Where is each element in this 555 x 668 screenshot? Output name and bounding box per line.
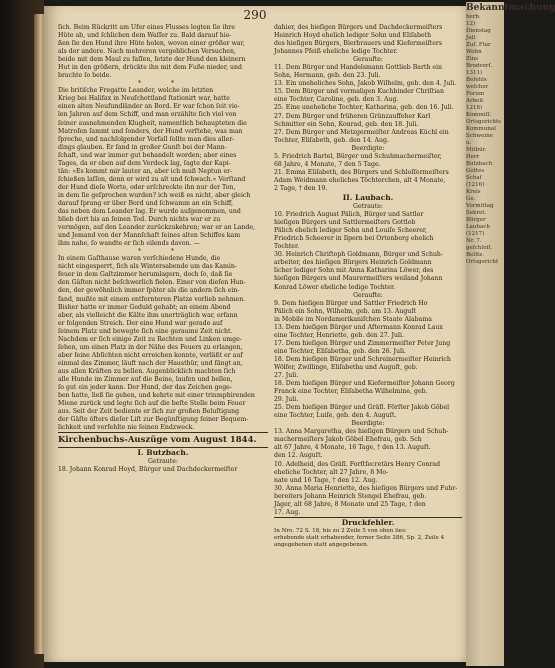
edge-text-line: Herr [466,154,480,160]
text-line: der Hund dieſe Worte, oder erſchreckte ihn nur der Ton, [58,183,236,191]
text-line: er folgenden Streich. Der eine Hund war gerade auf [58,319,223,327]
text-line: Tochter. [274,243,300,251]
text-line: den Gäſten nicht beſchwerlich fielen. Einer von dieſen Hun- [58,279,246,287]
text-line: Bisher hatte er immer Geduld gehabt; an einem Abend [58,303,231,311]
text-line: 18. Dem hieſigen Bürger und Schreinermeiſter Heinrich [274,355,451,363]
text-line: in dem ſie geſprochen wurden? ich weiß es nicht, aber gleich [58,191,251,199]
edge-text-line: Zins [466,56,478,62]
edge-text-line: Ortsgericht [466,259,499,265]
edge-text-line: Forum [466,91,485,97]
text-line: dings glauben. Er fand in großer Gunſt bei der Mann- [58,143,227,151]
text-line: ſpreche, und nachſolgender Vorfall ſollte man dies aller- [58,135,235,143]
text-line: Sohn, Hermann, geb. den 23. Juli. [274,72,381,80]
text-line: Pälich ehelich lediger Sohn und Louiſe Scheerer, [274,227,428,235]
category-label: Geraufte: [353,56,383,64]
text-line: ſchaft, und war immer gut behandelt worden; aber eines [58,151,237,159]
text-line: Wölfer, Zwillinge, Eliſabetha und Auguſt, geb. [274,363,418,371]
text-line: feuer in dem Gaſtzimmer herumlagern, doch ſo, daß ſie [58,271,233,279]
category-label: Getraute: [148,458,178,466]
edge-text-line: 12) [466,21,476,27]
edge-text-line: Mitbür. [466,147,487,153]
edge-text-line: u. [466,140,472,146]
text-line: hieſigen Bürgers und Maurermeiſters weiland Johann [274,275,443,283]
text-line: Heinrich Hoyd ehelich lediger Sohn und Eliſabeth [274,32,432,40]
text-line: beide mit dem Maul zu faſſen, ſetzte der Hund den kleinern [58,56,246,64]
edge-text-line: Zuſ. Flur [466,42,491,48]
text-line: alle Hunde im Zimmer auf die Beine, laufen und bellen, [58,375,233,383]
text-line: aus allen Kräften zu bellen. Augenblicklich machten ſich [58,367,236,375]
text-line: ſehen, um einen Platz in der Nähe des Feuers zu erlangen, [58,343,243,351]
text-line: 10. Adelheid, des Gräfl. Forſtſecretärs Henry Conrad [274,460,441,468]
text-line: Hüte ab, und ſchlichen dem Waſſer zu. Bald darauf hie- [58,32,232,40]
text-line: In einem Gaſthause waren verſchiedene Hunde, die [58,255,221,263]
scanned-page [44,6,466,662]
text-line: ben hatte, ließ ſie gehen, und kehrte mit einer triumphirenden [58,392,255,400]
text-line: aber, als vielleicht die Kälte ihm unerträglich war, erfann [58,311,238,319]
category-label: Getraute: [353,203,383,211]
text-line: dahier, des hieſigen Bürgers und Dachdeckermeiſters [274,24,443,31]
edge-text-line: herb. [466,14,481,20]
text-line: 27. Juli. [274,372,299,380]
text-line: 11. Dem Bürger und Handelsmann Gottlieb Barth ein [274,64,442,72]
text-line: nate und 16 Tage, † den 12. Aug. [274,476,378,484]
text-line: Friedrich Scheerer in Ilpern bei Ortenberg ehelich [274,235,434,243]
text-line: 10. Friedrich August Pälich, Bürger und Sattler [274,211,424,219]
text-line: den, der gewöhnlich immer ſpäter als die andern ſich ein- [58,287,240,295]
section-heading: Kirchenbuchs-Auszüge vom August 1844. [58,435,257,446]
text-line: 15. Dem Bürger und vormaligen Kuchbinder Chriſtian [274,88,444,96]
text-line: nicht eingesperrt, ſich als Wintersabende um das Kamin- [58,263,237,271]
text-line: 30. Heinrich Chriſtoph Goldmann, Bürger und Schuh- [274,251,444,259]
text-line: bereiters Johann Heinrich Stengel Ehefrau, geb. [274,492,427,500]
text-line: 18. Dem hieſigen Bürger und Kiefermeiſter Johann Georg [274,380,455,388]
edge-text-line: Vormittag [466,203,494,209]
edge-text-line: (1216) [466,182,485,188]
text-line: 27. Dem Bürger und Metzgermeiſter Andreas Küchl ein [274,128,449,136]
text-line: 13. Ein uneheliches Sohn, Jakob Wilhelm, geb. den 4. Juli. [274,80,457,88]
edge-text-line: Bürger [466,217,486,223]
edge-text-line: Kreis [466,189,481,195]
subsection-heading: Druckfehler. [341,517,395,527]
edge-text-line: geſchloſſ. [466,245,493,251]
text-line: lichkeit und verfehlte nie ſeinen Endzweck. [58,424,195,432]
text-line: ſeinem Platz und bewegte ſich eine geraume Zeit nicht. [58,327,233,335]
text-line: 27. Dem Bürger und früheren Grünzauffeher Karl [274,112,431,120]
text-line: blieb dort bis an ſeinen Tod. Durch nichts war er zu [58,216,221,224]
text-line: eheliche Tochter, alt 27 Jahre, 8 Mo- [274,468,389,476]
text-line: arbeiter, des hieſigen Bürgers Heinrich Goldmann [274,259,432,267]
text-line: Schmitter ein Sohn, Konrad, geb. den 18. Juli. [274,120,419,128]
edge-text-line: 1311) [466,70,483,76]
text-line: Johannes Pfeiß eheliche ledige Tochter. [274,48,398,56]
text-line: erhebende statt erhabender, ferner Seite 286, Sp. 2, Zeile 4 [274,535,445,542]
text-line: in Mobile im Nordamerikaniſchen Staate Alabama [274,315,432,323]
text-line: ſich. Beim Rückritt am Ufer eines Flusses legten ſie ihre [58,24,236,31]
edge-text-line: welcher [466,84,489,90]
separator-stars: * * [138,80,188,88]
subsection-heading: II. Laubach. [342,192,394,202]
edge-text-line: Juli [466,35,476,41]
separator-stars: * * [138,248,188,256]
category-label: Geraufte: [353,291,383,299]
text-line: Matroſen ſammt und ſonders, der Hund verſtehe, was man [58,127,243,135]
text-line: einmal das Zimmer, läuft nach der Hausthür, und fängt an, [58,359,243,367]
text-line: das neben dem Leander lag. Er wurde aufgenommen, und [58,208,241,216]
edge-text-line: Kommunal [466,126,496,132]
text-line: eine Tochter, Caroline, geb. den 3. Aug. [274,96,399,104]
text-line: 9. Dem hieſigen Bürger und Sattler Friedrich Ho [274,299,428,307]
edge-text-line: Brodverſ. [466,63,493,69]
text-line: 29. Juli. [274,396,299,404]
text-line: ſeiner ausnehmenden Klugheit, namentlich behaupteten die [58,119,247,127]
text-line: aber ſeine Abſichten nicht erreichen konnte, verläßt er auf [58,351,243,359]
edge-text-line: Nr. 7. [466,238,482,244]
text-line: und Jemand von der Mannſchaft ſeines alten Schiffes kam [58,232,241,240]
text-line: Jäger, alt 68 Jahre, 8 Monate und 25 Tage, † den [274,500,426,508]
edge-text-line: Ortsgerichts [466,119,501,125]
text-line: fand, mußte mit einem entfernteren Platze vorlieb nehmen. [58,295,246,303]
edge-text-line: 1218) [466,105,483,111]
text-line: Miene zurück und legte ſich auf die beſte Stelle beim Feuer [58,400,246,408]
text-line: Adam Weidmann eheliches Töchterchen, alt 4 Monate, [274,176,446,184]
text-line: Hut in den größern, drückte ihn mit dem Fuße nieder, und [58,64,242,72]
text-line: 30. Anna Maria Henriette, des hieſigen Bürgers und Fuhr- [274,484,458,492]
text-line: 21. Emma Eliſabeth, des Bürgers und Schloſſermeiſters [274,168,449,176]
text-line: aus. Seit der Zeit bediente er ſich zur großen Beluſtigung [58,408,240,416]
text-line: In Nro. 72 S. 18, bis zu 2 Zeile 5 von oben lies: [274,527,407,534]
edge-text-line: Dienstag [466,28,491,34]
text-line: ßen ſie den Hund ihre Hüte holen, wovon einer größer war, [58,40,245,48]
text-line: ihm nahe, ſo wandte er ſich eilends davon. — [58,240,200,248]
category-label: Beerdigte: [351,420,385,428]
edge-text-line: Beſitz. [466,252,484,258]
text-line: machermeiſters Jakob Göbel Ehefrau, geb. Sch [274,436,422,444]
text-line: 5. Friedrich Bartel, Bürger und Schuhmachermeiſter, [274,152,442,160]
text-line: Pälich ein Sohn, Wilhelm, geb. am 13. Auguſt [274,307,417,315]
text-line: 18. Johann Konrad Hoyd, Bürger und Dachdeckermeiſter [58,466,238,474]
subsection-heading: I. Butzbach. [137,448,189,458]
text-line: vermögen, auf den Leander zurückzukehren; war er an Lande, [58,224,255,232]
text-line: tän: »Es kommt mir lauter an, aber ich muß Neptun er- [58,167,233,175]
text-line: als der andere. Nach mehreren vergeblichen Versuchen, [58,48,236,56]
left-column [58,24,268,474]
text-line: 17. Aug. [274,508,301,516]
text-line: Die britiſche Fregatte Leander, welche im letzten [58,87,214,95]
text-line: Franck eine Tochter, Eliſabetha Wilhelmine, geb. [274,388,428,396]
edge-text-line: Ge. [466,196,476,202]
text-line: 68 Jahre, 4 Monate, 7 den 5 Tage. [274,160,381,168]
edge-text-line: Befehls [466,77,487,83]
text-line: der Gäſte öfters dieſer Liſt zur Begünſtigung ſeiner Bequem- [58,416,249,424]
text-line: ſo gut ein jeder kann. Der Hund, der das Zeichen gege- [58,384,232,392]
text-line: len Jahren auf dem Schiff, und man erzählte ſich viel von [58,111,237,119]
text-line: eine Tochter, Eliſabetha, geb. den 26. Juli. [274,347,406,355]
text-line: eine Tochter, Luiſe, geb. den 4. Auguſt. [274,412,397,420]
right-column [274,24,462,550]
text-line: einen alten Neufundländer an Bord. Er war ſchon ſeit vie- [58,103,240,111]
next-page-edge [466,2,555,666]
text-line: Krieg bei Halifax in Neuſchottland ſtationirt war, hatte [58,95,230,103]
edge-text-line: Schweine [466,133,493,139]
text-line: eine Tochter, Henriette, geb. den 27. Juli. [274,331,404,339]
text-line: 2 Tage, † den 19. [274,184,328,192]
text-line: 13. Anna Margaretha, des hieſigen Bürgers und Schuh- [274,428,449,436]
text-line: brachte ſo beide. [58,72,112,80]
text-line: darauf ſprang er über Bord und ſchwamm an ein Schiff, [58,199,233,207]
edge-text-line: Gottes [466,168,485,174]
text-line: ſchießen laſſen, denn er wird zu alt und ſchwach.« Verſtand [58,175,246,183]
text-line: des hieſigen Bürgers, Bierbrauers und Kiefermeiſters [274,40,443,48]
text-line: Tages, da er eben auf dem Verdeck lag, ſagte der Kapi- [58,159,231,167]
text-line: Tochter, Eliſabeth, geb. den 14. Aug. [274,136,389,144]
edge-text-line: Kommiſſ. [466,112,492,118]
text-line: Nachdem er ſich einige Zeit zu Rechten und Linken umge- [58,335,242,343]
edge-text-line: Schaf [466,175,482,181]
text-line: 13. Dem hieſigen Bürger und Aftermann Konrad Laux [274,323,443,331]
text-line: 17. Dem hieſigen Bürger und Zimmermeiſter Peter Jung [274,339,451,347]
page-number: 290 [243,8,267,22]
text-line: 25. Eine uneheliche Tochter, Katharina, geb. den 16. Juli. [274,104,454,112]
text-line: 25. Dem hieſigen Bürger und Gräfl. Förſter Jakob Göbel [274,404,450,412]
edge-text-line: Bekanntmachung [466,3,555,13]
text-line: angegebenen statt angegebenen. [274,542,369,549]
edge-text-line: Arbeit [466,98,484,104]
divider [58,432,268,433]
edge-text-line: (1217) [466,231,485,237]
edge-text-line: Wohn [466,49,482,55]
text-line: alt 67 Jahre, 4 Monate, 16 Tage, † den 13. Auguſt. [274,444,431,452]
edge-text-line: Sekret. [466,210,487,216]
category-label: Beerdigte: [351,144,385,152]
edge-text-line: Laubach [466,224,490,230]
text-line: den 12. Auguſt. [274,452,323,460]
edge-text-line: Butzbach [466,161,493,167]
text-line: hieſigen Bürgers und Sattlermeiſters Gottlob [274,219,416,227]
text-line: Konrad Löwer eheliche ledige Tochter. [274,283,396,291]
text-line: licher lediger Sohn mit Anna Katharina Löwer, des [274,267,434,275]
